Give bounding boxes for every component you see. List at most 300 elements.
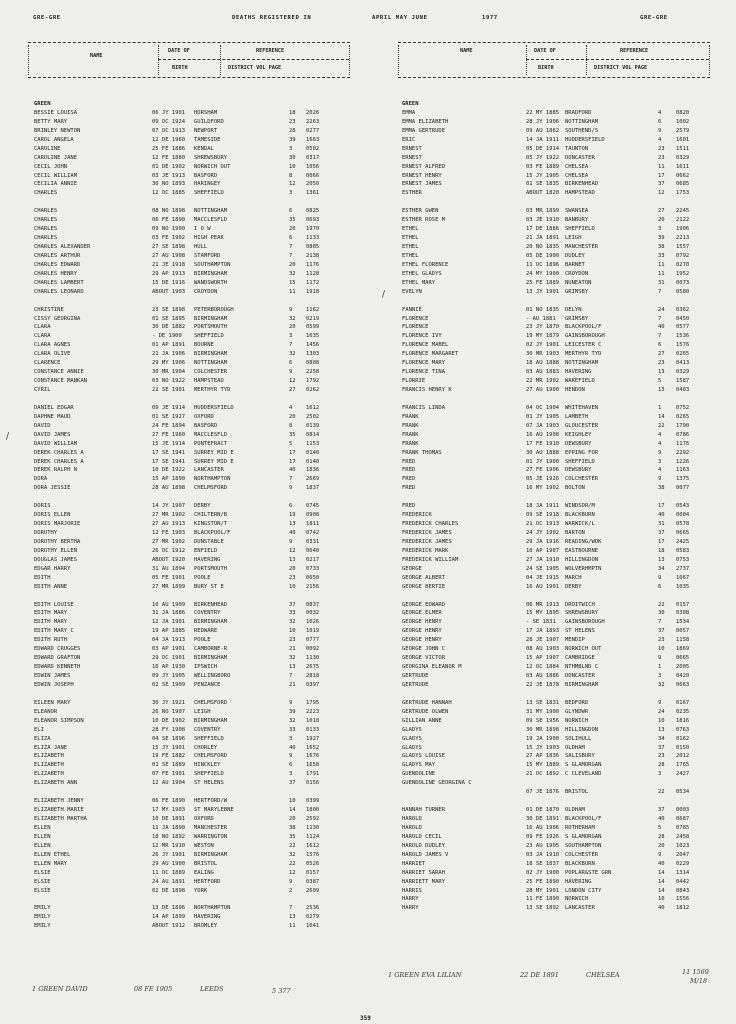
birth-label: BIRTH <box>538 65 554 71</box>
district: HAVERING <box>194 556 221 563</box>
page: 0265 <box>676 351 690 358</box>
birth-date: 15 MY 1889 <box>526 762 560 769</box>
birth-date: 19 FE 1882 <box>152 753 186 760</box>
page: 0662 <box>676 172 690 179</box>
page: 0140 <box>306 449 320 456</box>
birth-date: - DE 1900 <box>152 333 182 340</box>
index-entry-row <box>34 118 350 127</box>
volume: 11 <box>289 288 296 295</box>
page: 1536 <box>676 333 690 340</box>
volume: 30 <box>289 154 296 161</box>
birth-date: 11 FE 1890 <box>526 896 560 903</box>
district: NORWICH <box>565 717 589 724</box>
forenames: FLORENCE MARY <box>402 360 446 367</box>
index-entry-row <box>402 726 712 735</box>
district: EASTBOURNE <box>565 547 599 554</box>
page: 1124 <box>306 833 320 840</box>
volume: 10 <box>289 163 296 170</box>
district: C CLEVELAND <box>565 771 602 778</box>
district: HAVERING <box>565 369 592 376</box>
handwritten-place-right: CHELSEA <box>586 971 620 979</box>
forenames: DAVID <box>34 422 51 429</box>
page: 1753 <box>676 190 690 197</box>
forenames: GUENDOLINE <box>402 771 436 778</box>
birth-date: 06 MR 1913 <box>526 601 560 608</box>
forenames: ELEANOR SIMPSON <box>34 717 84 724</box>
volume: 40 <box>658 512 665 519</box>
page: 0792 <box>676 252 690 259</box>
birth-date: 12 JA 1901 <box>152 619 186 626</box>
index-entry-row <box>34 484 350 493</box>
index-entry-row <box>402 609 712 618</box>
volume: 3 <box>658 771 662 778</box>
district: HAMPSTEAD <box>194 378 224 385</box>
page: 0908 <box>306 512 320 519</box>
district: STAMFORD <box>194 252 221 259</box>
forenames: EDITH MARY <box>34 619 68 626</box>
index-entry-row <box>34 163 350 172</box>
district: DELYN <box>565 306 582 313</box>
index-entry-row <box>34 520 350 529</box>
volume: 13 <box>289 556 296 563</box>
district: WANDSWORTH <box>194 279 228 286</box>
page: 1765 <box>676 762 690 769</box>
district: NUNEATON <box>565 279 592 286</box>
index-entry-row <box>402 824 712 833</box>
forenames: GLADYS MAY <box>402 762 436 769</box>
volume: 40 <box>289 744 296 751</box>
district: LANCASTER <box>565 905 595 912</box>
birth-date: 11 OC 1889 <box>152 869 186 876</box>
district: NEWPORT <box>194 127 218 134</box>
page: 0397 <box>306 681 320 688</box>
index-entry-row <box>34 216 350 225</box>
page: 1587 <box>676 378 690 385</box>
forenames: GEORGINA ELEANOR M <box>402 664 462 671</box>
forenames: DEREK RALPH N <box>34 467 78 474</box>
volume: 10 <box>289 798 296 805</box>
volume: 3 <box>289 190 293 197</box>
index-entry-row <box>402 386 712 395</box>
birth-date: 29 MY 1906 <box>152 360 186 367</box>
district: BOLTON <box>565 485 585 492</box>
page: 1927 <box>306 735 320 742</box>
right-index-code: GRE-GRE <box>640 15 668 21</box>
forenames: DOROTHY BERTHA <box>34 538 81 545</box>
district: YORK <box>194 887 208 894</box>
index-entry-row <box>402 681 712 690</box>
forenames: GLADYS <box>402 744 422 751</box>
index-entry-row <box>34 806 350 815</box>
district: OXFORD <box>194 816 214 822</box>
district: GAINSBOROUGH <box>565 333 605 340</box>
index-entry-row <box>34 797 350 806</box>
volume: 2 <box>289 887 293 894</box>
district: PORTSMOUTH <box>194 565 228 572</box>
district: HENDON <box>565 387 585 393</box>
volume: 20 <box>289 413 296 420</box>
volume: 3 <box>289 145 293 152</box>
birth-date: 21 OC 1892 <box>526 771 560 778</box>
district: DUNSTABLE <box>194 538 224 545</box>
page: 2047 <box>676 851 690 858</box>
volume: 23 <box>289 637 296 644</box>
page: 1795 <box>306 699 320 706</box>
district: PETERBOROUGH <box>194 306 234 313</box>
birth-date: 27 MR 1902 <box>152 538 186 545</box>
district: LONDON CITY <box>565 887 602 894</box>
birth-date: 01 SE 1835 <box>526 181 560 188</box>
volume: 6 <box>289 762 293 769</box>
name-column-label: NAME <box>90 53 103 59</box>
birth-date: 23 SE 1898 <box>152 306 186 313</box>
birth-date: 26 NO 1907 <box>152 708 186 715</box>
index-entry-row <box>34 449 350 458</box>
birth-date: 31 JA 1886 <box>152 610 186 617</box>
page: 0219 <box>306 315 320 322</box>
page: 2258 <box>306 369 320 376</box>
page: 1176 <box>306 261 320 268</box>
birth-date: 20 NO 1835 <box>526 244 560 250</box>
volume: 21 <box>289 646 296 653</box>
district: SHEFFIELD <box>194 771 224 778</box>
page: 0665 <box>676 530 690 536</box>
birth-date: 06 FE 1890 <box>152 798 186 805</box>
volume: 7 <box>289 905 293 912</box>
index-entry-row <box>34 645 350 654</box>
birth-date: ABOUT 1920 <box>152 556 186 563</box>
district: HIGH PEAK <box>194 235 224 242</box>
district: BRADFORD <box>565 109 592 116</box>
birth-date: 30 MR 1904 <box>152 369 186 376</box>
index-entry-row <box>402 422 712 431</box>
page: 1576 <box>306 851 320 858</box>
volume: 32 <box>289 315 296 322</box>
volume: 23 <box>289 574 296 581</box>
volume: 32 <box>289 851 296 858</box>
district: DERBY <box>565 583 582 590</box>
birth-date: 27 AU 1908 <box>152 252 186 259</box>
page: 0502 <box>306 145 320 152</box>
page: 2292 <box>676 449 690 456</box>
district: MENDIP <box>565 637 585 644</box>
index-entry-row <box>34 413 350 422</box>
index-entry-row <box>402 511 712 520</box>
index-entry-row <box>402 368 712 377</box>
volume: 7 <box>289 673 293 679</box>
district: BIRKENHEAD <box>194 601 228 608</box>
index-entry-row <box>34 252 350 261</box>
page: 0665 <box>676 655 690 662</box>
volume: 39 <box>289 708 296 715</box>
birth-date: 21 JA 1906 <box>152 351 186 358</box>
index-entry-row <box>34 404 350 413</box>
page: 0004 <box>676 512 690 519</box>
page: 0580 <box>676 288 690 295</box>
page: 1303 <box>306 351 320 358</box>
volume: 8 <box>289 172 293 179</box>
volume: 3 <box>658 458 662 465</box>
index-entry-row <box>402 565 712 574</box>
forenames: EDITH MARY <box>34 610 68 617</box>
index-entry-row <box>34 306 350 315</box>
index-entry-row <box>402 359 712 368</box>
volume: 32 <box>289 655 296 662</box>
forenames: CECIL JOHN <box>34 163 68 170</box>
forenames: CHARLES EDWARD <box>34 261 81 268</box>
birth-date: 07 OC 1913 <box>152 127 186 134</box>
birth-date: 10 DE 1891 <box>152 816 186 822</box>
page: 0578 <box>676 521 690 528</box>
forenames: EDITH ANNE <box>34 583 68 590</box>
district: BIRMINGHAM <box>194 351 228 358</box>
index-entry-row <box>34 172 350 181</box>
district: CHELSEA <box>565 172 589 179</box>
index-entry-row <box>34 458 350 467</box>
birth-date: - SE 1831 <box>526 619 556 626</box>
birth-date: 15 MY 1895 <box>526 610 560 617</box>
index-entry-row <box>402 172 712 181</box>
page: 0399 <box>306 798 320 805</box>
district: MERTHYR TYD <box>565 351 602 358</box>
district: PONTEFRACT <box>194 440 228 447</box>
page: 0329 <box>676 369 690 376</box>
district: MERTHYR TYD <box>194 387 231 393</box>
birth-date: 10 AU 1909 <box>152 601 186 608</box>
page: 1162 <box>306 306 320 313</box>
birth-date: 18 SE 1837 <box>526 860 560 867</box>
page: 0270 <box>676 261 690 268</box>
district: OLDHAM <box>565 744 585 751</box>
district: NOTTINGHAM <box>194 360 228 367</box>
birth-date: 03 AU 1886 <box>526 673 560 679</box>
index-entry-row <box>402 654 712 663</box>
page: 0752 <box>676 404 690 411</box>
birth-date: 10 DE 1902 <box>152 717 186 724</box>
district: WELLINGBORO <box>194 673 231 679</box>
birth-date: 09 SE 1918 <box>526 512 560 519</box>
index-entry-row <box>34 726 350 735</box>
district: READING/WOK <box>565 538 602 545</box>
district: PORTSMOUTH <box>194 324 228 331</box>
district: WOLVERHMPTN <box>565 565 602 572</box>
right-column-header <box>398 42 710 78</box>
page: 2245 <box>676 208 690 215</box>
volume: 4 <box>658 109 662 116</box>
volume: 12 <box>289 181 296 188</box>
forenames: FRANK <box>402 422 419 429</box>
index-entry-row <box>34 842 350 851</box>
volume: 7 <box>658 315 662 322</box>
volume: 37 <box>289 780 296 787</box>
volume: 6 <box>289 208 293 215</box>
birth-date: 31 AU 1894 <box>152 565 186 572</box>
district: BRISTOL <box>194 860 218 867</box>
volume: 9 <box>289 538 293 545</box>
birth-date: 01 JY 1900 <box>526 458 560 465</box>
page: 0685 <box>676 181 690 188</box>
forenames: ELIZABETH <box>34 762 64 769</box>
birth-date: 09 FE 1926 <box>526 833 560 840</box>
forenames: FRED <box>402 467 416 474</box>
page: 0450 <box>676 315 690 322</box>
forenames: CHARLES ALEXANDER <box>34 244 91 250</box>
index-entry-row <box>402 645 712 654</box>
district: HERTFORD/W <box>194 798 228 805</box>
forenames: ELIZABETH MARIE <box>34 807 84 814</box>
birth-date: 03 FE 1889 <box>526 163 560 170</box>
page: 0693 <box>306 217 320 224</box>
birth-date: 15 AP 1890 <box>152 476 186 483</box>
birth-date: 15 JY 1905 <box>526 172 560 179</box>
block-spacer <box>34 493 350 502</box>
index-entry-row <box>34 681 350 690</box>
forenames: FLORENCE TINA <box>402 369 446 376</box>
district: HILLINGDON <box>565 556 599 563</box>
index-entry-row <box>34 779 350 788</box>
birth-date: 03 AP 1901 <box>152 646 186 653</box>
left-entries-column <box>34 100 350 931</box>
birth-date: 04 SE 1896 <box>152 735 186 742</box>
forenames: GEORGE ALBERT <box>402 574 446 581</box>
birth-date: 27 JA 1910 <box>526 556 560 563</box>
volume: 4 <box>658 440 662 447</box>
forenames: FLORENCE <box>402 315 429 322</box>
index-entry-row <box>34 234 350 243</box>
volume: 20 <box>658 217 665 224</box>
forenames: CHARLES <box>34 226 58 233</box>
forenames: CHARLES ARTHUR <box>34 252 81 259</box>
volume: 13 <box>658 726 665 733</box>
forenames: FREDERICK JAMES <box>402 530 452 536</box>
birth-date: 24 JY 1902 <box>526 530 560 536</box>
volume: 11 <box>289 923 296 930</box>
volume: 39 <box>658 235 665 242</box>
birth-date: 12 MR 1910 <box>152 842 186 849</box>
district: NORWICH OUT <box>565 646 602 653</box>
district: LEIGH <box>194 708 211 715</box>
district: HULL <box>194 244 208 250</box>
forenames: ELIZABETH ANN <box>34 780 78 787</box>
volume: 9 <box>289 699 293 706</box>
district: ROTHERHAM <box>565 824 595 831</box>
index-entry-row <box>34 359 350 368</box>
volume: 24 <box>658 708 665 715</box>
volume: 14 <box>658 878 665 885</box>
birth-date: 12 AU 1904 <box>152 780 186 787</box>
district-vol-page-label: DISTRICT VOL PAGE <box>228 65 282 71</box>
index-entry-row <box>402 475 712 484</box>
birth-date: 01 AP 1891 <box>152 342 186 349</box>
volume: 9 <box>289 878 293 885</box>
birth-date: - AU 1881 <box>526 315 556 322</box>
birth-date: 28 AU 1898 <box>152 485 186 492</box>
birth-date: 12 OC 1884 <box>526 664 560 671</box>
birth-date: 05 DE 1914 <box>526 145 560 152</box>
forenames: CLARA <box>34 333 51 340</box>
birth-date: 15 JY 1901 <box>152 744 186 751</box>
page: 0308 <box>676 610 690 617</box>
page: 0820 <box>676 109 690 116</box>
index-entry-row <box>34 315 350 324</box>
forenames: CHARLES LAMBERT <box>34 279 84 286</box>
page: 0279 <box>306 914 320 921</box>
volume: 7 <box>658 619 662 626</box>
index-entry-row <box>402 431 712 440</box>
birth-date: 17 SE 1941 <box>152 449 186 456</box>
district: BLACKPOOL/F <box>565 324 602 331</box>
page: 1153 <box>306 440 320 447</box>
forenames: CAROL ANGELA <box>34 136 74 143</box>
page: 2263 <box>306 118 320 125</box>
volume: 34 <box>658 565 665 572</box>
district: HORSHAM <box>194 109 218 116</box>
volume: 33 <box>289 726 296 733</box>
page: 2223 <box>306 708 320 715</box>
volume: 27 <box>658 351 665 358</box>
birth-date: 14 AP 1899 <box>152 914 186 921</box>
birth-date: 09 JY 1905 <box>152 673 186 679</box>
page: 0413 <box>676 360 690 367</box>
volume: 15 <box>289 279 296 286</box>
volume: 5 <box>289 440 293 447</box>
volume: 5 <box>658 824 662 831</box>
forenames: DORIS ELLEN <box>34 512 71 519</box>
district: EPPING FOR <box>565 449 599 456</box>
volume: 12 <box>658 190 665 197</box>
volume: 1 <box>658 404 662 411</box>
forenames: CLARA AGNES <box>34 342 71 349</box>
index-entry-row <box>402 315 712 324</box>
birth-date: 18 AU 1888 <box>526 360 560 367</box>
forenames: CYRIL <box>34 387 51 393</box>
forenames: EMMA GERTRUDE <box>402 127 446 134</box>
forenames: EDITH <box>34 574 51 581</box>
forenames: GEORGE HENRY <box>402 628 442 635</box>
index-entry-row <box>402 529 712 538</box>
birth-date: 10 DE 1922 <box>152 467 186 474</box>
district: BIRKENHEAD <box>565 181 599 188</box>
page: 0599 <box>306 324 320 331</box>
index-entry-row <box>34 627 350 636</box>
district: NOTTINGHAM <box>194 208 228 215</box>
birth-date: 29 AU 1900 <box>152 860 186 867</box>
district: COVENTRY <box>194 726 221 733</box>
birth-date: 25 FE 1890 <box>526 878 560 885</box>
district: POPLAR&STE GRN <box>565 869 612 876</box>
district: NORWICH <box>565 896 589 903</box>
volume: 37 <box>289 601 296 608</box>
birth-date: 01 SE 1927 <box>152 413 186 420</box>
district: COLCHESTER <box>565 851 599 858</box>
page: 2669 <box>306 476 320 483</box>
volume: 4 <box>289 404 293 411</box>
index-entry-row <box>34 511 350 520</box>
volume: 13 <box>289 521 296 528</box>
district: CHELMSFORD <box>194 699 228 706</box>
forenames: ELLEN <box>34 842 51 849</box>
forenames: ETHEL GLADYS <box>402 270 442 277</box>
volume: 32 <box>289 351 296 358</box>
forenames: GLADYS <box>402 726 422 733</box>
forenames: FLORENCE MABEL <box>402 342 449 349</box>
page: 2458 <box>676 833 690 840</box>
birth-date: 17 JA 1893 <box>526 628 560 635</box>
volume: 9 <box>658 699 662 706</box>
district: I O W <box>194 226 211 233</box>
district: SURREY MID E <box>194 449 234 456</box>
page: 1918 <box>306 288 320 295</box>
